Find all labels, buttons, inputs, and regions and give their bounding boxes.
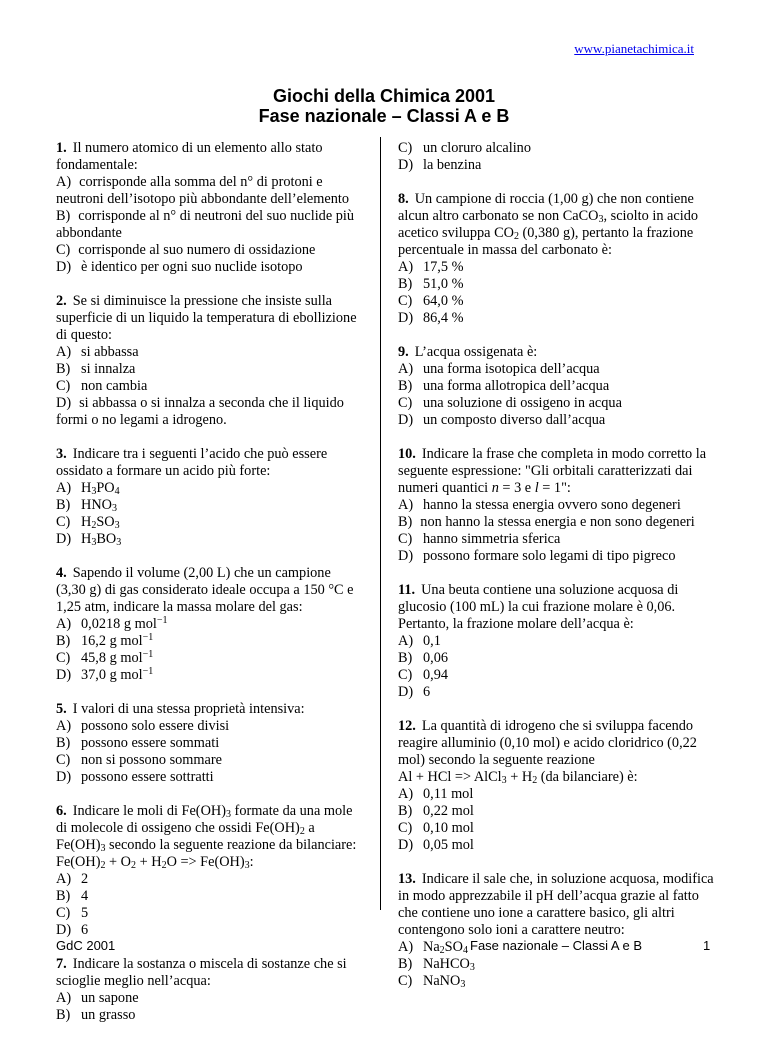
question-3: 3. Indicare tra i seguenti l’acido che può essere ossidato a formare un acido più forte: A) $H_3PO_4$ B) $HNO_3$ C) $H_2SO_3$ D) $H_3BO_3$ [56, 446, 362, 548]
option: B) $HNO_3$ [56, 497, 117, 514]
option: D) 37,0 g mol$^{-1}$ [56, 666, 154, 683]
left-column [56, 140, 362, 1041]
option: C) una soluzione di ossigeno in acqua [398, 395, 622, 411]
title-line-1: Giochi della Chimica 2001 [272, 86, 496, 106]
option: B) un grasso [56, 1007, 136, 1023]
option: D) si abbassa o si innalza a seconda che il liquido formi o no legami a idrogeno. [56, 395, 344, 428]
option: B) possono essere sommati [56, 735, 220, 751]
option: A) $Na_2SO_4$ [398, 939, 468, 956]
option: A) 0,11 mol [398, 786, 474, 802]
question-10: 10. Indicare la frase che completa in modo corretto la seguente espressione: "Gli orbitali caratterizzati dai numeri quantici n = 3 e l = 1": A) hanno la stessa energia ovvero sono degeneri B) non hanno la stessa energia e non sono degeneri C) hanno simmetria sferica D) possono formare solo legami di tipo pigreco [398, 446, 714, 565]
footer-left: GdC 2001 [56, 938, 116, 953]
question-1: 1. Il numero atomico di un elemento allo stato fondamentale: A) corrisponde alla somma del n° di protoni e neutroni dell’isotopo più abbondante dell’elemento B) corrisponde al n° di neutroni del suo nuclide più abbondante C) corrisponde al suo numero di ossidazione D) è identico per ogni suo nuclide isotopo [56, 140, 362, 276]
question-8: 8. Un campione di roccia (1,00 g) che non contiene alcun altro carbonato se non CaCO$_3$, sciolto in acido acetico sviluppa $CO_2$ (0,380 g), pertanto la frazione percentuale in massa del carbonato è: A) 17,5 % B) 51,0 % C) 64,0 % D) 86,4 % [398, 191, 714, 327]
option: A) corrisponde alla somma del n° di protoni e neutroni dell’isotopo più abbondante dell’elemento [56, 174, 350, 207]
question-2: 2. Se si diminuisce la pressione che insiste sulla superficie di un liquido la temperatura di ebollizione di questo: A) si abbassa B) si innalza C) non cambia D) si abbassa o si innalza a seconda che il liquido formi o no legami a idrogeno. [56, 293, 362, 429]
question-7: 7. Indicare la sostanza o miscela di sostanze che si scioglie meglio nell’acqua: A) un sapone B) un grasso [56, 956, 362, 1024]
option: B) una forma allotropica dell’acqua [398, 378, 610, 394]
question-4: 4. Sapendo il volume (2,00 L) che un campione (3,30 g) di gas considerato ideale occupa a 150 °C e 1,25 atm, indicare la massa molare del gas: A) 0,0218 g mol$^{-1}$ B) 16,2 g mol$^{-1}$ C) 45,8 g mol$^{-1}$ D) 37,0 g mol$^{-1}$ [56, 565, 362, 684]
option: B) si innalza [56, 361, 136, 377]
option: C) 0,94 [398, 667, 449, 683]
option: A) 2 [56, 871, 89, 887]
column-divider [380, 137, 381, 910]
option: A) si abbassa [56, 344, 139, 360]
option: C) 64,0 % [398, 293, 464, 309]
option: B) NaHCO$_3$ [398, 956, 475, 973]
reaction-equation: Al + HCl => AlCl$_3$ + $H_2$ (da bilanciare) è: [398, 769, 638, 786]
question-5: 5. I valori di una stessa proprietà intensiva: A) possono solo essere divisi B) possono essere sommati C) non si possono sommare D) possono essere sottratti [56, 701, 362, 786]
option: A) $H_3PO_4$ [56, 480, 120, 497]
option: B) 0,06 [398, 650, 449, 666]
option: A) hanno la stessa energia ovvero sono degeneri [398, 497, 681, 513]
option: B) non hanno la stessa energia e non sono degeneri [398, 514, 695, 530]
option: C) non si possono sommare [56, 752, 222, 768]
option: B) corrisponde al n° di neutroni del suo nuclide più abbondante [56, 208, 355, 241]
option: D) possono essere sottratti [56, 769, 214, 785]
option: D) è identico per ogni suo nuclide isotopo [56, 259, 303, 275]
option: C) hanno simmetria sferica [398, 531, 561, 547]
option: B) 4 [56, 888, 89, 904]
option: D) possono formare solo legami di tipo pigreco [398, 548, 676, 564]
question-6: 6. Indicare le moli di $Fe(OH)_3$ formate da una mole di molecole di ossigeno che ossidi $Fe(OH)_2$ a $Fe(OH)_3$ secondo la seguente reazione da bilanciare: $Fe(OH)_2 + O_2 + H_2O => Fe(OH)_3$: A) 2 B) 4 C) 5 D) 6 [56, 803, 362, 939]
option: A) un sapone [56, 990, 139, 1006]
option: D) 0,05 mol [398, 837, 474, 853]
option: D) 86,4 % [398, 310, 464, 326]
option: D) 6 [398, 684, 431, 700]
option: A) una forma isotopica dell’acqua [398, 361, 600, 377]
option: A) 0,1 [398, 633, 441, 649]
page-title [0, 86, 768, 126]
option: C) 45,8 g mol$^{-1}$ [56, 649, 154, 666]
option: C) 5 [56, 905, 89, 921]
question-13: 13. Indicare il sale che, in soluzione acquosa, modifica in modo apprezzabile il pH dell’acqua grazie al fatto che contiene uno ione a carattere basico, gli altri contengono solo ioni a carattere neutro: A) $Na_2SO_4$ B) NaHCO$_3$ C) NaNO$_3$ [398, 871, 714, 990]
option: A) 17,5 % [398, 259, 464, 275]
option: B) 51,0 % [398, 276, 464, 292]
footer-section: Fase nazionale – Classi A e B [470, 938, 642, 953]
question-9: 9. L’acqua ossigenata è: A) una forma isotopica dell’acqua B) una forma allotropica dell’acqua C) una soluzione di ossigeno in acqua D) un composto diverso dall’acqua [398, 344, 714, 429]
option: C) un cloruro alcalino [398, 140, 531, 156]
question-7-continued [398, 140, 714, 174]
option: C) $H_2SO_3$ [56, 514, 120, 531]
option: D) $H_3BO_3$ [56, 531, 122, 548]
title-line-2: Fase nazionale – Classi A e B [258, 106, 510, 126]
option: B) 0,22 mol [398, 803, 474, 819]
option: C) non cambia [56, 378, 148, 394]
page-number: 1 [703, 938, 711, 953]
site-link[interactable]: www.pianetachimica.it [574, 41, 694, 56]
option: C) 0,10 mol [398, 820, 474, 836]
option: C) NaNO$_3$ [398, 973, 466, 990]
option: D) 6 [56, 922, 89, 938]
option: B) 16,2 g mol$^{-1}$ [56, 632, 154, 649]
question-12: 12. La quantità di idrogeno che si sviluppa facendo reagire alluminio (0,10 mol) e acido cloridrico (0,22 mol) secondo la seguente reazione Al + HCl => AlCl$_3$ + $H_2$ (da bilanciare) è: A) 0,11 mol B) 0,22 mol C) 0,10 mol D) 0,05 mol [398, 718, 714, 854]
option: D) un composto diverso dall’acqua [398, 412, 606, 428]
option: C) corrisponde al suo numero di ossidazione [56, 242, 316, 258]
right-column [398, 140, 714, 1007]
option: D) la benzina [398, 157, 482, 173]
question-11: 11. Una beuta contiene una soluzione acquosa di glucosio (100 mL) la cui frazione molare è 0,06. Pertanto, la frazione molare dell’acqua è: A) 0,1 B) 0,06 C) 0,94 D) 6 [398, 582, 714, 701]
option: A) possono solo essere divisi [56, 718, 230, 734]
option: A) 0,0218 g mol$^{-1}$ [56, 615, 168, 632]
